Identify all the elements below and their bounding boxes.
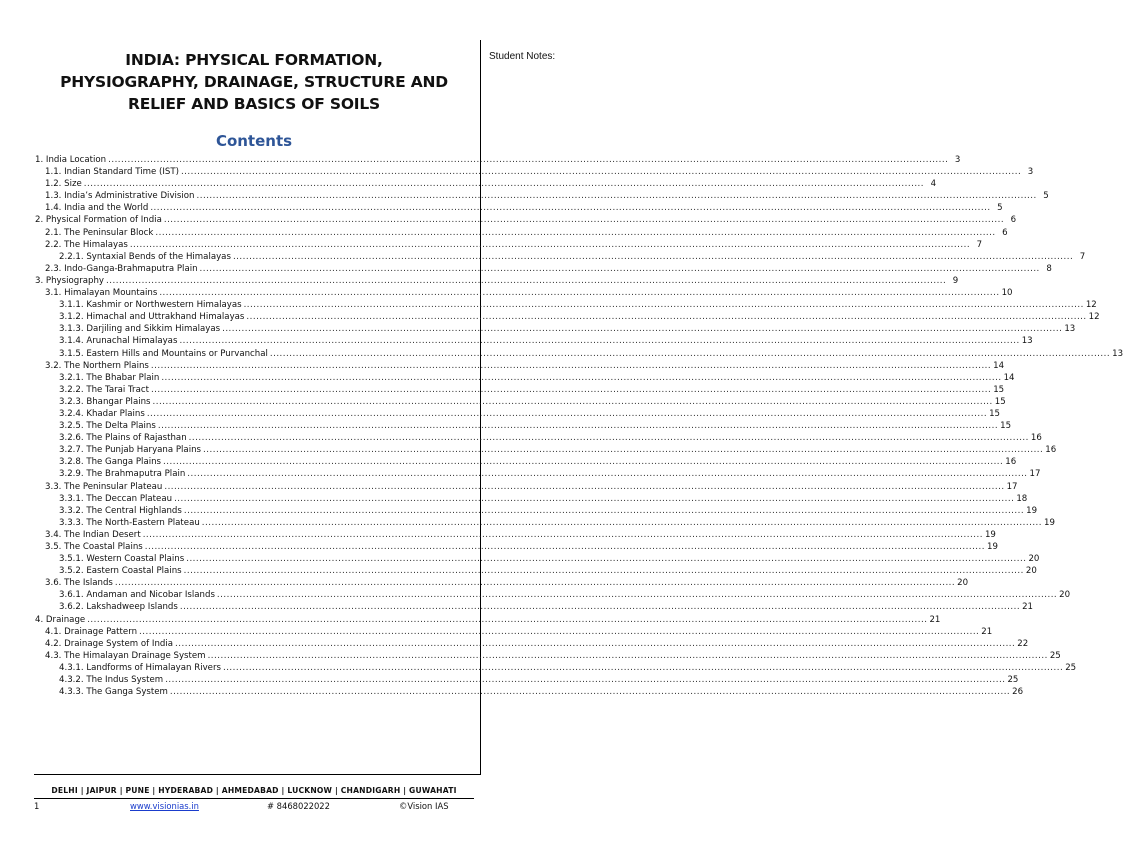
- toc-leader-dots: ....................................................................................................................................................................................................................................................................: [199, 263, 1040, 274]
- toc-leader-dots: ....................................................................................................................................................................................................................................................................: [175, 638, 1016, 649]
- toc-entry-page: 5: [991, 202, 1003, 214]
- toc-entry[interactable]: [35, 614, 941, 626]
- toc-leader-dots: ....................................................................................................................................................................................................................................................................: [150, 384, 992, 395]
- toc-entry-page: 14: [1003, 372, 1015, 383]
- toc-entry[interactable]: [35, 408, 1000, 420]
- toc-entry[interactable]: [35, 372, 1015, 384]
- toc-leader-dots: ....................................................................................................................................................................................................................................................................: [243, 300, 1084, 311]
- toc-entry-title[interactable]: 2.1. The Peninsular Block: [35, 227, 155, 239]
- toc-entry-title[interactable]: 4. Drainage: [35, 614, 86, 625]
- toc-entry-page: 8: [1040, 263, 1052, 275]
- toc-entry-title[interactable]: 4.2. Drainage System of India: [35, 638, 175, 650]
- toc-entry-title[interactable]: 4.3.2. The Indus System: [35, 674, 165, 686]
- toc-entry-title[interactable]: 2.3. Indo-Ganga-Brahmaputra Plain: [35, 263, 200, 275]
- toc-leader-dots: ....................................................................................................................................................................................................................................................................: [232, 251, 1074, 262]
- toc-entry-title[interactable]: 3.6.1. Andaman and Nicobar Islands: [35, 589, 217, 601]
- student-notes-label: Student Notes:: [489, 51, 556, 62]
- toc-entry[interactable]: [35, 384, 1005, 396]
- document-title: [34, 49, 474, 115]
- toc-entry[interactable]: [35, 335, 1033, 347]
- toc-leader-dots: ....................................................................................................................................................................................................................................................................: [216, 590, 1058, 601]
- toc-entry-page: 21: [981, 626, 993, 637]
- toc-leader-dots: ....................................................................................................................................................................................................................................................................: [163, 215, 1005, 226]
- toc-entry[interactable]: [35, 626, 993, 638]
- toc-entry[interactable]: [35, 166, 1034, 178]
- toc-entry-title[interactable]: 3.5. The Coastal Plains: [35, 541, 145, 553]
- toc-entry-title[interactable]: 3.1.4. Arunachal Himalayas: [35, 335, 179, 347]
- toc-entry-title[interactable]: 4.1. Drainage Pattern: [35, 626, 139, 638]
- toc-entry[interactable]: [35, 601, 1034, 613]
- toc-entry[interactable]: [35, 553, 1040, 565]
- toc-entry-page: 25: [1065, 662, 1077, 673]
- toc-entry[interactable]: [35, 529, 996, 541]
- toc-leader-dots: ....................................................................................................................................................................................................................................................................: [196, 191, 1037, 202]
- copyright-text: ©Vision IAS: [399, 801, 449, 811]
- toc-entry-page: 7: [970, 239, 982, 251]
- toc-entry-page: 19: [1044, 517, 1055, 528]
- toc-entry[interactable]: [35, 565, 1037, 577]
- toc-leader-dots: ....................................................................................................................................................................................................................................................................: [180, 167, 1022, 178]
- toc-leader-dots: ....................................................................................................................................................................................................................................................................: [246, 312, 1087, 323]
- toc-entry-title[interactable]: 3.3.2. The Central Highlands: [35, 505, 184, 517]
- toc-leader-dots: ....................................................................................................................................................................................................................................................................: [150, 360, 992, 371]
- toc-entry-page: 16: [1005, 457, 1017, 468]
- toc-leader-dots: ....................................................................................................................................................................................................................................................................: [201, 517, 1043, 528]
- toc-entry[interactable]: [35, 287, 1013, 299]
- toc-entry-page: 18: [1016, 493, 1028, 504]
- toc-entry-page: 17: [1029, 469, 1041, 480]
- toc-entry-page: 25: [1007, 675, 1019, 686]
- toc-leader-dots: ....................................................................................................................................................................................................................................................................: [164, 481, 1005, 492]
- toc-entry-title[interactable]: 3.2.5. The Delta Plains: [35, 420, 158, 432]
- toc-entry[interactable]: [35, 323, 1076, 335]
- toc-entry-page: 12: [1085, 300, 1097, 311]
- toc-entry-page: 15: [1000, 421, 1012, 432]
- toc-leader-dots: ....................................................................................................................................................................................................................................................................: [187, 469, 1028, 480]
- toc-entry[interactable]: [35, 638, 1029, 650]
- toc-entry[interactable]: [35, 299, 1097, 311]
- toc-leader-dots: ....................................................................................................................................................................................................................................................................: [163, 457, 1004, 468]
- toc-leader-dots: ....................................................................................................................................................................................................................................................................: [159, 288, 1000, 299]
- toc-leader-dots: ....................................................................................................................................................................................................................................................................: [114, 578, 956, 589]
- toc-entry-page: 20: [1025, 566, 1037, 577]
- toc-entry[interactable]: [35, 263, 1052, 275]
- toc-leader-dots: ....................................................................................................................................................................................................................................................................: [179, 336, 1020, 347]
- toc-entry-page: 19: [1026, 505, 1038, 516]
- toc-entry-title[interactable]: 3.4. The Indian Desert: [35, 529, 143, 541]
- toc-entry-title[interactable]: 2. Physical Formation of India: [35, 215, 162, 226]
- toc-entry-page: 12: [1088, 312, 1100, 323]
- toc-entry[interactable]: [35, 444, 1057, 456]
- toc-entry-title[interactable]: 3.6. The Islands: [35, 577, 115, 589]
- toc-entry-title[interactable]: 1.3. India’s Administrative Division: [35, 190, 197, 202]
- toc-leader-dots: ....................................................................................................................................................................................................................................................................: [203, 445, 1044, 456]
- toc-entry-title[interactable]: 2.2.1. Syntaxial Bends of the Himalayas: [35, 251, 233, 263]
- page-number: 1: [34, 801, 40, 811]
- toc-entry-page: 13: [1064, 324, 1076, 335]
- toc-leader-dots: ....................................................................................................................................................................................................................................................................: [269, 348, 1111, 359]
- toc-entry-page: 15: [993, 384, 1005, 395]
- toc-entry-title[interactable]: 3.3.3. The North-Eastern Plateau: [35, 517, 202, 529]
- toc-entry-title[interactable]: 3.3.1. The Deccan Plateau: [35, 493, 174, 505]
- title-line: RELIEF AND BASICS OF SOILS: [127, 95, 381, 113]
- toc-entry-title[interactable]: 3.2.2. The Tarai Tract: [35, 384, 151, 396]
- title-line: INDIA: PHYSICAL FORMATION,: [125, 51, 383, 69]
- toc-entry-page: 20: [1059, 590, 1071, 601]
- toc-entry-title[interactable]: 1. India Location: [35, 155, 107, 165]
- toc-entry[interactable]: [35, 348, 1123, 360]
- toc-entry-title[interactable]: 4.3. The Himalayan Drainage System: [35, 650, 208, 662]
- toc-entry-title[interactable]: 3.6.2. Lakshadweep Islands: [35, 601, 180, 613]
- toc-leader-dots: ....................................................................................................................................................................................................................................................................: [139, 626, 980, 637]
- toc-entry[interactable]: [35, 589, 1071, 601]
- toc-entry-title[interactable]: 1.4. India and the World: [35, 202, 150, 214]
- toc-leader-dots: ....................................................................................................................................................................................................................................................................: [129, 239, 971, 250]
- toc-entry-title[interactable]: 3.2.8. The Ganga Plains: [35, 456, 163, 468]
- toc-entry[interactable]: [35, 396, 1006, 408]
- toc-entry-title[interactable]: 3.2.9. The Brahmaputra Plain: [35, 468, 187, 480]
- toc-leader-dots: ....................................................................................................................................................................................................................................................................: [169, 687, 1011, 698]
- contents-heading: Contents: [215, 132, 293, 150]
- toc-entry-title[interactable]: 3.2.3. Bhangar Plains: [35, 396, 153, 408]
- toc-leader-dots: ....................................................................................................................................................................................................................................................................: [161, 372, 1002, 383]
- toc-leader-dots: ....................................................................................................................................................................................................................................................................: [87, 614, 928, 625]
- toc-leader-dots: ....................................................................................................................................................................................................................................................................: [222, 324, 1063, 335]
- toc-entry-page: 15: [989, 408, 1000, 419]
- toc-entry-page: 19: [984, 529, 996, 540]
- toc-entry-title[interactable]: 1.2. Size: [35, 178, 84, 190]
- toc-entry[interactable]: [35, 420, 1012, 432]
- toc-entry-page: 6: [1004, 214, 1016, 226]
- toc-entry[interactable]: [35, 468, 1041, 480]
- toc-entry-title[interactable]: 3.2.4. Khadar Plains: [35, 408, 147, 420]
- toc-entry[interactable]: [35, 577, 969, 589]
- toc-entry-page: 26: [1012, 687, 1024, 698]
- toc-entry-page: 20: [957, 578, 969, 589]
- toc-entry[interactable]: [35, 275, 959, 287]
- toc-leader-dots: ....................................................................................................................................................................................................................................................................: [144, 542, 985, 552]
- toc-entry-page: 21: [929, 614, 941, 625]
- toc-entry[interactable]: [35, 432, 1042, 444]
- toc-entry[interactable]: [35, 674, 1019, 686]
- toc-entry-page: 19: [987, 542, 998, 552]
- toc-leader-dots: ....................................................................................................................................................................................................................................................................: [108, 155, 949, 165]
- toc-entry[interactable]: [35, 227, 1008, 239]
- toc-entry-page: 21: [1022, 602, 1034, 613]
- toc-leader-dots: ....................................................................................................................................................................................................................................................................: [155, 227, 996, 238]
- toc-entry-page: 15: [994, 396, 1006, 407]
- toc-entry-title[interactable]: 3.3. The Peninsular Plateau: [35, 481, 164, 493]
- toc-entry-page: 9: [946, 275, 958, 287]
- toc-entry-title[interactable]: 3.1.1. Kashmir or Northwestern Himalayas: [35, 299, 244, 311]
- toc-entry-page: 13: [1112, 348, 1123, 359]
- toc-entry[interactable]: [35, 239, 983, 251]
- toc-entry[interactable]: [35, 360, 1005, 372]
- toc-entry[interactable]: [35, 541, 998, 553]
- toc-entry-title[interactable]: 3.1.2. Himachal and Uttrakhand Himalayas: [35, 311, 246, 323]
- toc-entry[interactable]: [35, 178, 937, 190]
- toc-leader-dots: ....................................................................................................................................................................................................................................................................: [222, 662, 1064, 673]
- toc-leader-dots: ....................................................................................................................................................................................................................................................................: [152, 396, 993, 407]
- toc-entry-title[interactable]: 3.5.2. Eastern Coastal Plains: [35, 565, 184, 577]
- toc-entry-page: 14: [993, 360, 1005, 371]
- toc-leader-dots: ....................................................................................................................................................................................................................................................................: [188, 433, 1029, 444]
- toc-entry[interactable]: [35, 214, 1017, 226]
- toc-leader-dots: ....................................................................................................................................................................................................................................................................: [186, 554, 1027, 565]
- toc-entry[interactable]: [35, 311, 1100, 323]
- toc-leader-dots: ....................................................................................................................................................................................................................................................................: [83, 179, 925, 190]
- toc-entry-title[interactable]: 2.2. The Himalayas: [35, 239, 130, 251]
- toc-entry[interactable]: [35, 650, 1061, 662]
- toc-leader-dots: ....................................................................................................................................................................................................................................................................: [150, 203, 991, 214]
- toc-entry-title[interactable]: 3.2.6. The Plains of Rajasthan: [35, 432, 189, 444]
- toc-entry-page: 16: [1045, 445, 1057, 456]
- toc-leader-dots: ....................................................................................................................................................................................................................................................................: [157, 421, 999, 432]
- toc-entry[interactable]: [35, 154, 961, 166]
- toc-entry-page: 20: [1028, 554, 1040, 565]
- toc-leader-dots: ....................................................................................................................................................................................................................................................................: [146, 408, 988, 419]
- toc-entry-page: 10: [1001, 288, 1013, 299]
- toc-entry-page: 13: [1021, 336, 1033, 347]
- table-of-contents: [35, 154, 1123, 698]
- toc-entry-page: 7: [1073, 251, 1085, 263]
- toc-entry-page: 4: [924, 178, 936, 190]
- toc-leader-dots: ....................................................................................................................................................................................................................................................................: [142, 529, 983, 540]
- toc-entry-title[interactable]: 3.2.7. The Punjab Haryana Plains: [35, 444, 203, 456]
- toc-entry-page: 17: [1006, 481, 1018, 492]
- toc-entry-page: 6: [996, 227, 1008, 239]
- toc-entry-title[interactable]: 3.1. Himalayan Mountains: [35, 287, 159, 299]
- toc-entry-title[interactable]: 3.5.1. Western Coastal Plains: [35, 553, 186, 565]
- toc-entry[interactable]: [35, 190, 1049, 202]
- toc-leader-dots: ....................................................................................................................................................................................................................................................................: [179, 602, 1021, 613]
- website-link[interactable]: www.visionias.in: [130, 801, 199, 811]
- toc-entry-page: 22: [1017, 638, 1029, 649]
- footer-rule-top: [34, 774, 481, 775]
- toc-leader-dots: ....................................................................................................................................................................................................................................................................: [106, 275, 947, 286]
- toc-entry-page: 3: [948, 154, 960, 166]
- toc-entry[interactable]: [35, 251, 1086, 263]
- toc-entry[interactable]: [35, 662, 1077, 674]
- toc-entry-title[interactable]: 3.2.1. The Bhabar Plain: [35, 372, 161, 384]
- phone-number: # 8468022022: [267, 801, 330, 811]
- toc-entry-title[interactable]: 1.1. Indian Standard Time (IST): [35, 166, 181, 178]
- toc-leader-dots: ....................................................................................................................................................................................................................................................................: [183, 566, 1024, 577]
- toc-entry-page: 3: [1021, 166, 1033, 178]
- toc-entry[interactable]: [35, 517, 1055, 529]
- toc-entry-title[interactable]: 3.1.3. Darjiling and Sikkim Himalayas: [35, 323, 222, 335]
- footer-rule-bottom: [34, 798, 474, 799]
- toc-entry-title[interactable]: 3. Physiography: [35, 275, 105, 286]
- toc-entry-title[interactable]: 3.1.5. Eastern Hills and Mountains or Purvanchal: [35, 348, 270, 360]
- toc-entry-title[interactable]: 3.2. The Northern Plains: [35, 360, 151, 372]
- toc-entry[interactable]: [35, 686, 1024, 698]
- toc-leader-dots: ....................................................................................................................................................................................................................................................................: [165, 675, 1006, 686]
- toc-entry-page: 16: [1030, 433, 1042, 444]
- footer-info: [34, 801, 474, 813]
- toc-entry-title[interactable]: 4.3.3. The Ganga System: [35, 686, 170, 698]
- toc-entry[interactable]: [35, 505, 1038, 517]
- toc-entry-page: 25: [1049, 650, 1061, 661]
- toc-entry-title[interactable]: 4.3.1. Landforms of Himalayan Rivers: [35, 662, 223, 674]
- toc-entry[interactable]: [35, 493, 1028, 505]
- toc-leader-dots: ....................................................................................................................................................................................................................................................................: [207, 650, 1048, 661]
- toc-entry[interactable]: [35, 481, 1018, 493]
- toc-entry-page: 5: [1037, 190, 1049, 202]
- toc-leader-dots: ....................................................................................................................................................................................................................................................................: [183, 505, 1025, 516]
- toc-entry[interactable]: [35, 202, 1003, 214]
- toc-leader-dots: ....................................................................................................................................................................................................................................................................: [174, 493, 1015, 504]
- footer-city-list: DELHI | JAIPUR | PUNE | HYDERABAD | AHMEDABAD | LUCKNOW | CHANDIGARH | GUWAHATI: [51, 786, 457, 795]
- title-line: PHYSIOGRAPHY, DRAINAGE, STRUCTURE AND: [60, 73, 448, 91]
- toc-entry[interactable]: [35, 456, 1017, 468]
